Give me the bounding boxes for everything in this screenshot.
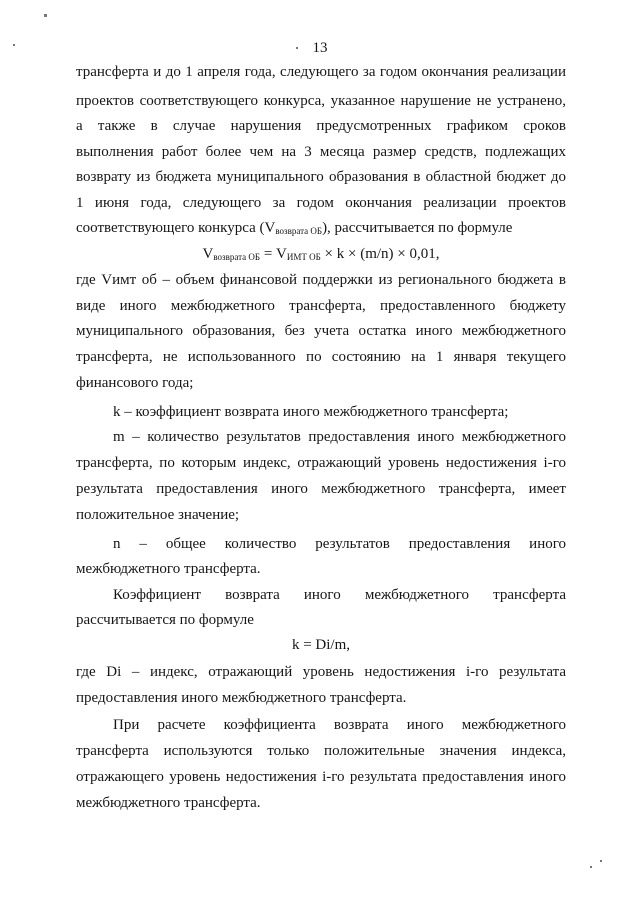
text-line: отражающего уровень недостижения i-го результата предоставления иного [76,769,566,785]
text-line: результата предоставления иного межбюджетного трансферта, имеет [76,481,566,497]
text-line: муниципального образования, без учета остатка иного межбюджетного [76,323,566,339]
text-line: проектов соответствующего конкурса, указанное нарушение не устранено, [76,93,566,109]
text-line: Коэффициент возврата иного межбюджетного трансферта [113,587,566,603]
text-line: межбюджетного трансферта. [76,795,261,811]
text-line: где Di – индекс, отражающий уровень недостижения i-го результата [76,664,566,680]
text-line-with-subscript: соответствующего конкурса $(V_{возврата ОБ})$, рассчитывается по формуле [76,220,513,236]
text-line: а также в случае нарушения предусмотренных графиком сроков [76,118,566,134]
text-line: положительное значение; [76,507,240,523]
text-line: m – количество результатов предоставления иного межбюджетного [113,429,566,445]
text-line: предоставления иного межбюджетного трансферта. [76,690,407,706]
text-line: 1 июня года, следующего за годом окончания реализации проектов [76,195,566,211]
text-line: n – общее количество результатов предоставления иного [113,536,566,552]
scan-speck [600,860,602,862]
text-line: трансферта и до 1 апреля года, следующего за годом окончания реализации [76,64,566,80]
text-line: трансферта используются только положительные значения индекса, [76,743,566,759]
text-line: трансферта, по которым индекс, отражающий уровень недостижения i-го [76,455,566,471]
scan-speck [296,47,298,49]
text-line: выполнения работ более чем на 3 месяца размер средств, подлежащих [76,144,566,160]
text-line: k – коэффициент возврата иного межбюджетного трансферта; [113,404,509,420]
page-number: 13 [312,40,328,56]
text-line: где Vимт об – объем финансовой поддержки из регионального бюджета в [76,272,566,288]
text-line: межбюджетного трансферта. [76,561,261,577]
text-line: рассчитывается по формуле [76,612,254,628]
formula-coefficient: k = Di/m, [291,637,351,653]
formula-return-volume: $V_{возврата ОБ} = V_{ИМТ ОБ} \times k \times (m/n) \times 0,01$, [202,246,440,262]
text-line: трансферта, не использованного по состоянию на 1 января текущего [76,349,566,365]
text-line: возврату из бюджета муниципального образования в областной бюджет до [76,169,566,185]
scan-speck [590,866,592,868]
scan-speck [13,44,15,46]
text-line: финансового года; [76,375,194,391]
text-line: виде иного межбюджетного трансферта, предоставленного бюджету [76,298,566,314]
scan-speck [44,14,47,17]
text-line: При расчете коэффициента возврата иного межбюджетного [113,717,566,733]
